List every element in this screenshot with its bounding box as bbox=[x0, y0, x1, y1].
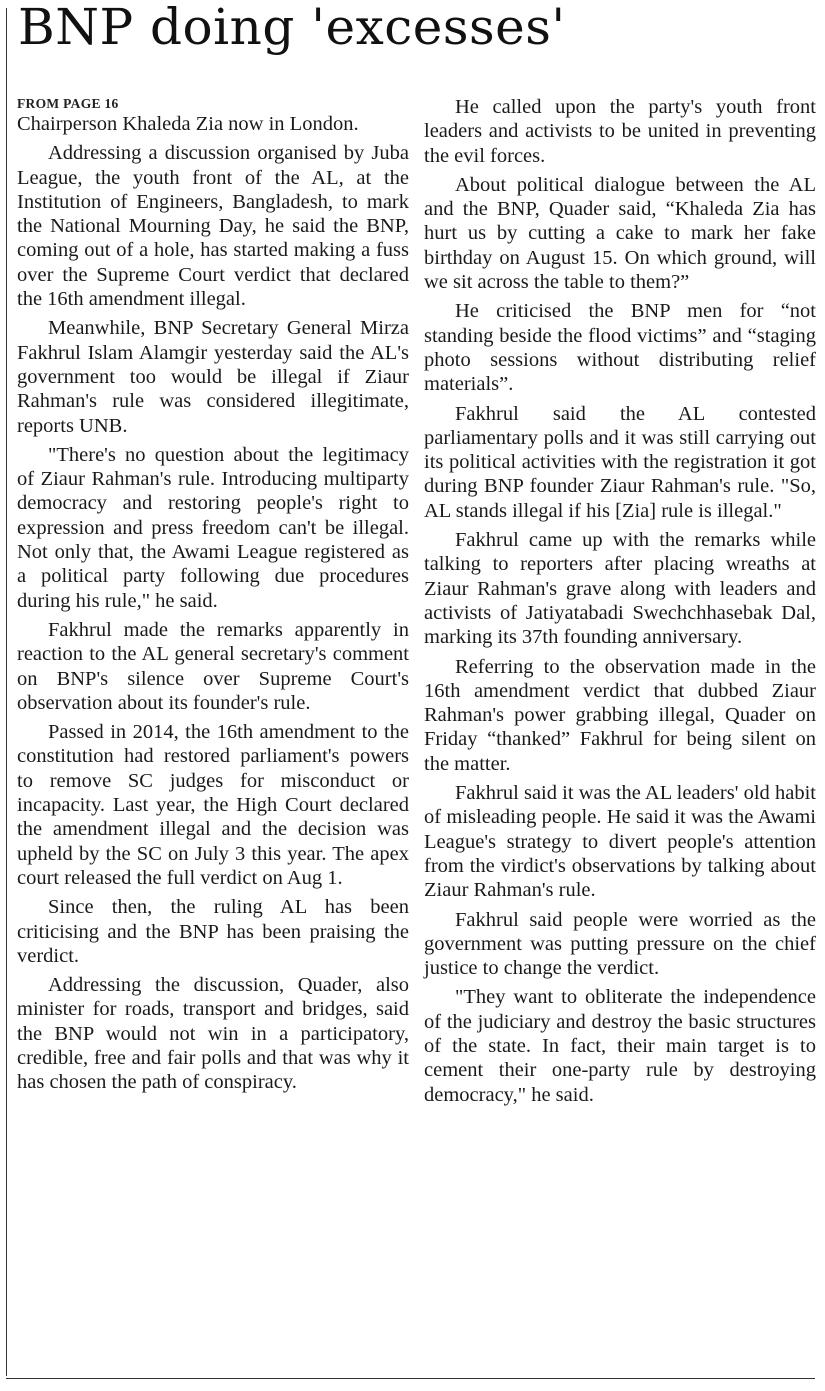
paragraph: Addressing a discussion organised by Juba League, the youth front of the AL, at the Institution of Engineers, Bangladesh, to mark the National Mourning Day, he said the BNP, coming out of a hole, has started making a fuss over the Supreme Court verdict that declared the 16th amendment illegal. bbox=[17, 142, 409, 311]
paragraph: About political dialogue between the AL and the BNP, Quader said, “Khaleda Zia has hurt us by cutting a cake to mark her fake birthday on August 15. On which ground, will we sit across the table to them?” bbox=[424, 173, 816, 294]
paragraph: He called upon the party's youth front leaders and activists to be united in preventing the evil forces. bbox=[424, 96, 816, 167]
paragraph: Fakhrul said people were worried as the government was putting pressure on the chief justice to change the verdict. bbox=[424, 908, 816, 980]
paragraph: Referring to the observation made in the 16th amendment verdict that dubbed Ziaur Rahman's power grabbing illegal, Quader on Friday “thanked” Fakhrul for being silent on the matter. bbox=[424, 655, 816, 775]
paragraph: Chairperson Khaleda Zia now in London. bbox=[17, 113, 359, 135]
paragraph: "They want to obliterate the independence of the judiciary and destroy the basic structures of the state. In fact, their main target is to cement their one-party rule by destroying democracy," he said. bbox=[424, 986, 816, 1106]
paragraph: Fakhrul said the AL contested parliamentary polls and it was still carrying out its political activities with the registration it got during BNP founder Ziaur Rahman's rule. "So, AL stands illegal if his [Zia] rule is illegal." bbox=[424, 402, 816, 522]
bottom-rule bbox=[6, 1378, 815, 1379]
article-column-left bbox=[17, 95, 409, 1100]
paragraph: "There's no question about the legitimacy of Ziaur Rahman's rule. Introducing multiparty democracy and restoring people's right to expression and press freedom can't be illegal. Not only that, the Awami League registered as a political party following due procedures during his rule," he said. bbox=[17, 443, 409, 612]
paragraph: Meanwhile, BNP Secretary General Mirza Fakhrul Islam Alamgir yesterday said the AL's government too would be illegal if Ziaur Rahman's rule was considered illegitimate, reports UNB. bbox=[17, 317, 409, 437]
paragraph: Passed in 2014, the 16th amendment to the constitution had restored parliament's powers to remove SC judges for misconduct or incapacity. Last year, the High Court declared the amendment illegal and the decision was upheld by the SC on July 3 this year. The apex court released the full verdict on Aug 1. bbox=[17, 721, 409, 889]
paragraph: Fakhrul made the remarks apparently in reaction to the AL general secretary's comment on BNP's silence over Supreme Court's observation about its founder's rule. bbox=[17, 618, 409, 714]
article-column-right bbox=[424, 95, 816, 1112]
left-column-rule bbox=[6, 8, 7, 1376]
headline: BNP doing 'excesses' bbox=[18, 0, 566, 56]
paragraph: Since then, the ruling AL has been criticising and the BNP has been praising the verdict. bbox=[17, 896, 409, 967]
paragraph: He criticised the BNP men for “not standing beside the flood victims” and “staging photo sessions without distributing relief materials”. bbox=[424, 300, 816, 396]
jump-label: FROM PAGE 16 bbox=[17, 96, 119, 111]
paragraph: Fakhrul came up with the remarks while talking to reporters after placing wreaths at Ziaur Rahman's grave along with leaders and activists of Jatiyatabadi Swechchhasebak Dal, marking its 37th founding anniversary. bbox=[424, 529, 816, 649]
paragraph: Fakhrul said it was the AL leaders' old habit of misleading people. He said it was the Awami League's strategy to divert people's attention from the virdict's observations by talking about Ziaur Rahman's rule. bbox=[424, 782, 816, 902]
paragraph: Addressing the discussion, Quader, also minister for roads, transport and bridges, said the BNP would not win in a participatory, credible, free and fair polls and that was why it has chosen the path of conspiracy. bbox=[17, 974, 409, 1094]
